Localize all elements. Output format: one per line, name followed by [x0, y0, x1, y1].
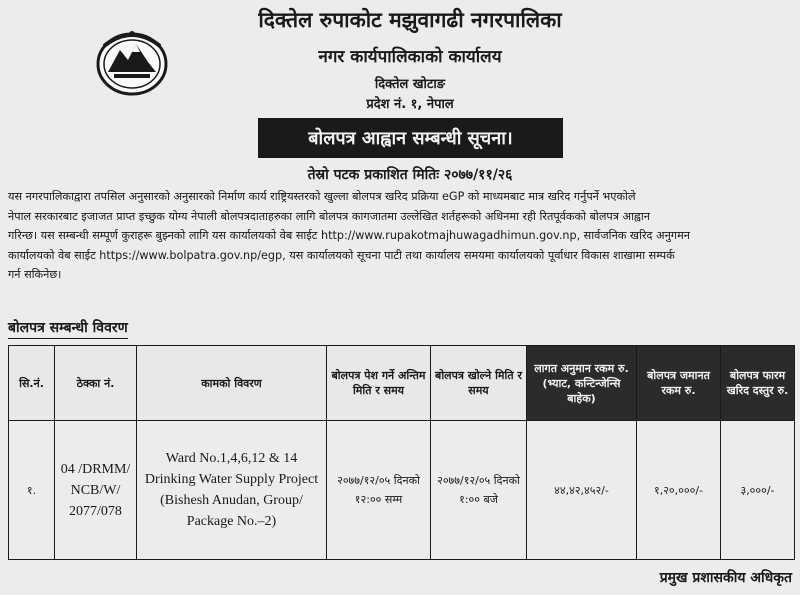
cell-description: Ward No.1,4,6,12 & 14 Drinking Water Supply Project (Bishesh Anudan, Group/ Package No.–2): [137, 421, 327, 560]
cell-estimate: ४४,४२,४५२/-: [527, 421, 637, 560]
table-row: [9, 421, 795, 560]
notice-title-banner: [258, 118, 563, 158]
notice-title: बोलपत्र आह्वान सम्बन्धी सूचना।: [308, 128, 513, 149]
chief-administrative-officer: प्रमुख प्रशासकीय अधिकृत: [659, 570, 792, 586]
notice-body-line: गरिन्छ। यस सम्बन्धी सम्पूर्ण कुराहरू बुझ्नको लागि यस कार्यालयको वेब साईट http://www.rupakotmajhuwagadhimun.gov.np, सार्वजनिक खरिद अनुगमन: [8, 229, 690, 242]
publication-date: तेस्रो पटक प्रकाशित मितिः २०७७/११/२६: [307, 167, 513, 183]
cell-submission: २०७७/१२/०५ दिनको १२:०० सम्म: [327, 421, 431, 560]
cell-security: १,२०,०००/-: [637, 421, 721, 560]
cell-sn: १.: [9, 421, 55, 560]
section-title: बोलपत्र सम्बन्धी विवरण: [8, 318, 128, 339]
cell-contract-no: 04 /DRMM/ NCB/W/ 2077/078: [55, 421, 137, 560]
municipal-emblem-icon: [92, 26, 172, 98]
notice-body-line: नेपाल सरकारबाट इजाजत प्राप्त इच्छुक योग्य नेपाली बोलपत्रदाताहरुका लागि बोलपत्र कागजातमा उल्लेखित शर्तहरूको अधिनमा रही रितपूर्वकको बोलपत्र आह्वान: [8, 209, 651, 223]
office-location: दिक्तेल खोटाङ: [374, 77, 446, 92]
notice-body-line: गर्न सकिनेछ।: [8, 268, 62, 281]
column-header-description: कामको विवरण: [137, 346, 327, 421]
notice-body: [8, 187, 794, 285]
province-label: प्रदेश नं. १, नेपाल: [366, 97, 454, 112]
column-header-security: बोलपत्र जमानत रकम रु.: [637, 346, 721, 421]
office-name: नगर कार्यपालिकाको कार्यालय: [318, 47, 502, 67]
cell-form-fee: ३,०००/-: [721, 421, 795, 560]
bid-details-table: [8, 345, 795, 560]
table-header-row: [9, 346, 795, 421]
column-header-form-fee: बोलपत्र फारम खरिद दस्तुर रु.: [721, 346, 795, 421]
notice-body-line: यस नगरपालिकाद्वारा तपसिल अनुसारको अनुसारको निर्माण कार्य राष्ट्रियस्तरको खुल्ला बोलपत्र खरिद प्रक्रिया eGP को माध्यमबाट मात्र खरिद गर्नुपर्ने भएकोले: [8, 190, 636, 203]
column-header-contract-no: ठेक्का नं.: [55, 346, 137, 421]
cell-opening: २०७७/१२/०५ दिनको १:०० बजे: [431, 421, 527, 560]
notice-body-line: कार्यालयको वेब साईट https://www.bolpatra.gov.np/egp, यस कार्यालयको सूचना पाटी तथा कार्यालय समयमा कार्यालयको पूर्वाधार विकास शाखामा सम्पर्क: [8, 248, 675, 262]
column-header-sn: सि.नं.: [9, 346, 55, 421]
municipality-name: दिक्तेल रुपाकोट मझुवागढी नगरपालिका: [258, 8, 562, 32]
column-header-submission: बोलपत्र पेश गर्ने अन्तिम मिति र समय: [327, 346, 431, 421]
column-header-opening: बोलपत्र खोल्ने मिति र समय: [431, 346, 527, 421]
column-header-estimate: लागत अनुमान रकम रु. (भ्याट, कन्टिन्जेन्सि बाहेक): [527, 346, 637, 421]
